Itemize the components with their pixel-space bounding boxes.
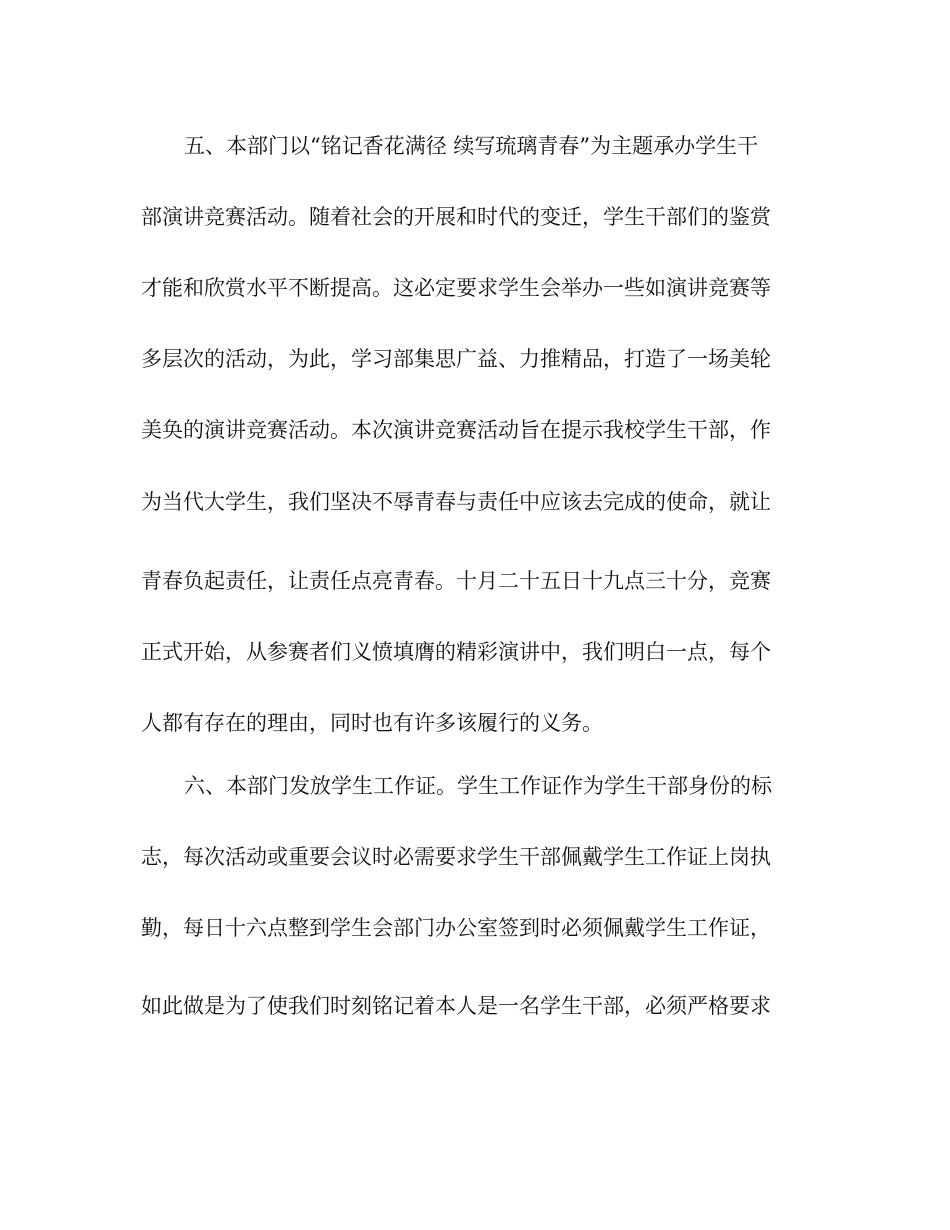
paragraph-5-line-8: 正式开始，从参赛者们义愤填膺的精彩演讲中，我们明白一点，每个 [141, 640, 771, 664]
paragraph-5-line-3: 才能和欣赏水平不断提高。这必定要求学生会举办一些如演讲竞赛等 [141, 276, 771, 300]
paragraph-6-line-4: 如此做是为了使我们时刻铭记着本人是一名学生干部，必须严格要求 [141, 994, 771, 1018]
paragraph-6-line-3: 勤，每日十六点整到学生会部门办公室签到时必须佩戴学生工作证， [141, 916, 771, 940]
paragraph-6-line-1: 六、本部门发放学生工作证。学生工作证作为学生干部身份的标 [184, 774, 772, 798]
paragraph-5-line-4: 多层次的活动，为此，学习部集思广益、力推精品，打造了一场美轮 [141, 347, 771, 371]
paragraph-5-line-1: 五、本部门以“铭记香花满径 续写琉璃青春”为主题承办学生干 [184, 134, 759, 158]
paragraph-5-line-2: 部演讲竞赛活动。随着社会的开展和时代的变迁，学生干部们的鉴赏 [141, 205, 771, 229]
paragraph-5-line-5: 美奂的演讲竞赛活动。本次演讲竞赛活动旨在提示我校学生干部，作 [141, 418, 771, 442]
paragraph-5-line-7: 青春负起责任，让责任点亮青春。十月二十五日十九点三十分，竞赛 [141, 569, 771, 593]
paragraph-5-line-9: 人都有存在的理由，同时也有许多该履行的义务。 [141, 711, 603, 735]
paragraph-6-line-2: 志，每次活动或重要会议时必需要求学生干部佩戴学生工作证上岗执 [141, 845, 771, 869]
paragraph-5-line-6: 为当代大学生，我们坚决不辱青春与责任中应该去完成的使命，就让 [141, 490, 771, 514]
